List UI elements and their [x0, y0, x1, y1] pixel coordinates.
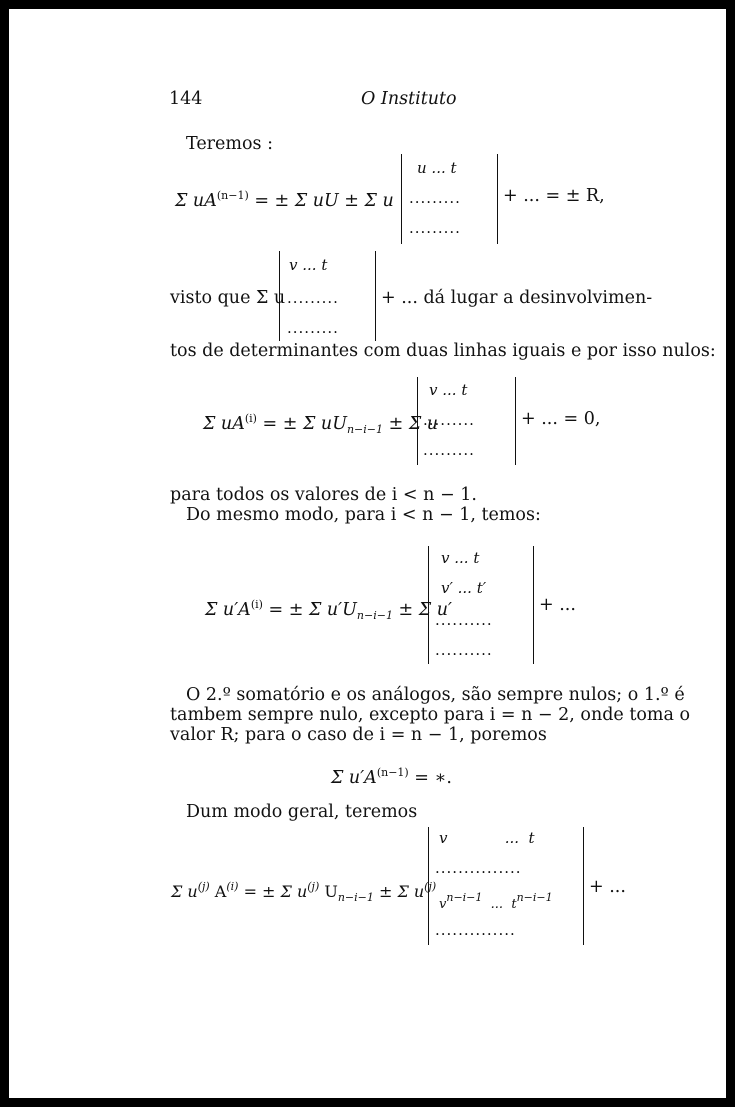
eq3-row3: .......... — [435, 611, 493, 629]
eq5-row3: $v^{n-i-1}$ ... $t^{n-i-1}$ — [439, 891, 553, 912]
p2-row3: ......... — [287, 319, 339, 337]
eq3-det-right — [533, 546, 534, 664]
eq3-row1: v ... t — [441, 549, 480, 567]
eq1-lhs: Σ $uA^{(n-1)}$ = ± Σ uU ± Σ u — [175, 189, 394, 211]
p2-row1: v ... t — [289, 256, 328, 274]
eq1-det-left — [401, 154, 402, 244]
eq2-row1: v ... t — [429, 381, 468, 399]
eq5-row1: v ... t — [439, 829, 535, 847]
eq4: Σ $u'A^{(n-1)}$ = ∗. — [331, 766, 452, 788]
paragraph-somatorio-line1: O 2.º somatório e os análogos, são sempre nulos; o 1.º é — [186, 685, 685, 705]
eq5-row4: .............. — [435, 921, 516, 939]
eq5-tail: + ... — [589, 877, 626, 897]
running-title: O Instituto — [361, 89, 457, 109]
p2-after: + ... dá lugar a desinvolvimen- — [381, 288, 653, 308]
paragraph-para-todos: para todos os valores de i < n − 1. — [170, 485, 477, 505]
eq2-tail: + ... = 0, — [521, 409, 601, 429]
eq2-lhs: Σ $uA^{(i)}$ = ± Σ $uU_{n-i-1} \pm \Sigma$ u — [203, 412, 439, 436]
eq5-det-right — [583, 827, 584, 945]
page — [9, 9, 726, 1098]
eq3-row4: .......... — [435, 641, 493, 659]
p2-det-right — [375, 251, 376, 341]
eq3-row2: v′ ... t′ — [441, 579, 487, 597]
eq1-row2: ......... — [409, 189, 461, 207]
eq5-lhs: Σ $u^{(j)}$ $A^{(i)}$ = ± Σ $u^{(j)}$ $U_{n-i-1} \pm \Sigma$ $u^{(j)}$ — [171, 880, 437, 904]
paragraph-teremos: Teremos : — [186, 134, 273, 154]
eq2-row2: ......... — [423, 411, 475, 429]
paragraph-determinantes: tos de determinantes com duas linhas iguais e por isso nulos: — [170, 341, 716, 361]
eq3-det-left — [428, 546, 429, 664]
eq5-row2: ............... — [435, 859, 522, 877]
eq2-det-left — [417, 377, 418, 465]
paragraph-do-mesmo-modo: Do mesmo modo, para i < n − 1, temos: — [186, 505, 541, 525]
eq1-row3: ......... — [409, 219, 461, 237]
eq1-row1: u ... t — [417, 159, 457, 177]
eq1-tail: + ... = ± R, — [503, 186, 605, 206]
eq5-det-left — [428, 827, 429, 945]
eq3-tail: + ... — [539, 595, 576, 615]
eq2-row3: ......... — [423, 441, 475, 459]
paragraph-dum-modo-geral: Dum modo geral, teremos — [186, 802, 418, 822]
paragraph-somatorio-line3: valor R; para o caso de i = n − 1, poremos — [170, 725, 547, 745]
paragraph-somatorio-line2: tambem sempre nulo, excepto para i = n − 2, onde toma o — [170, 705, 691, 725]
eq3-lhs: Σ $u'A^{(i)}$ = ± Σ $u'U_{n-i-1} \pm \Sigma$ u′ — [205, 598, 452, 622]
eq2-det-right — [515, 377, 516, 465]
page-number: 144 — [169, 89, 203, 109]
eq1-det-right — [497, 154, 498, 244]
p2-row2: ......... — [287, 289, 339, 307]
p2-before: visto que Σ u — [170, 288, 286, 308]
